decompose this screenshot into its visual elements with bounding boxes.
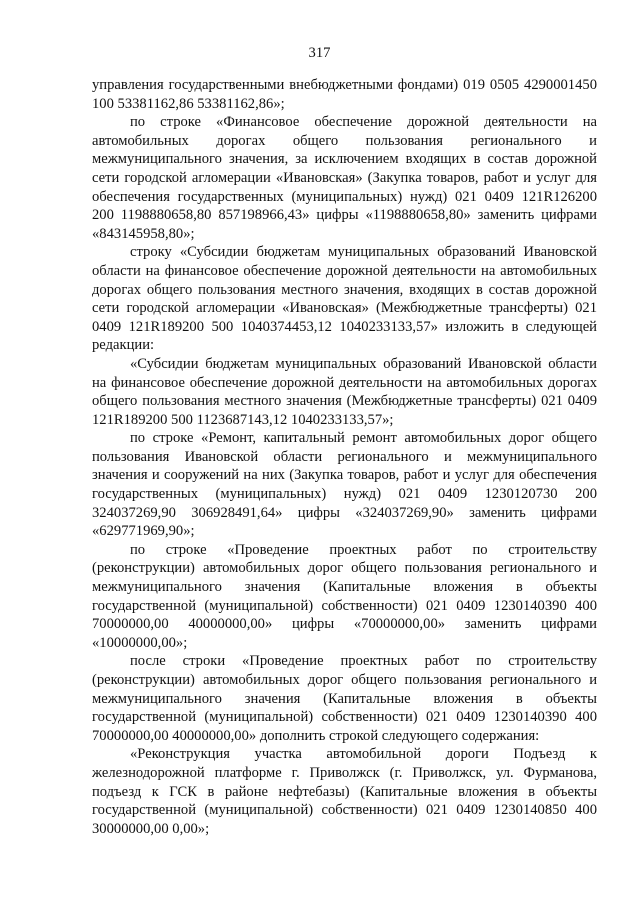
paragraph-amendment: «Субсидии бюджетам муниципальных образований Ивановской области на финансовое обеспечение дорожной деятельности на автомобильных дорогах общего пользования местного значения (Межбюджетные трансферты) 021 0409 121R189200 500 1123687143,12 1040233133,57»; bbox=[92, 355, 597, 428]
paragraph-amendment: по строке «Ремонт, капитальный ремонт автомобильных дорог общего пользования Ивановской области регионального и межмуниципального значения и сооружений на них (Закупка товаров, работ и услуг для обеспечения государственных (муниципальных) нужд) 021 0409 1230120730 200 324037269,90 306928491,64» цифры «324037269,90» заменить цифрами «629771969,90»; bbox=[92, 430, 597, 540]
paragraph-amendment: «Реконструкция участка автомобильной дороги Подъезд к железнодорожной платформе г. Приволжск (г. Приволжск, ул. Фурманова, подъезд к ГСК в районе нефтебазы) (Капитальные вложения в объекты государственной (муниципальной) собственности) 021 0409 1230140850 400 30000000,00 0,00»; bbox=[92, 746, 597, 837]
page-number: 317 bbox=[308, 45, 331, 61]
paragraph-amendment: по строке «Проведение проектных работ по строительству (реконструкции) автомобильных дорог общего пользования регионального и межмуниципального значения (Капитальные вложения в объекты государственной (муниципальной) собственности) 021 0409 1230140390 400 70000000,00 40000000,00» цифры «70000000,00» заменить цифрами «10000000,00»; bbox=[92, 541, 597, 651]
paragraph-amendment: после строки «Проведение проектных работ по строительству (реконструкции) автомобильных дорог общего пользования регионального и межмуниципального значения (Капитальные вложения в объекты государственной (муниципальной) собственности) 021 0409 1230140390 400 70000000,00 40000000,00» дополнить строкой следующего содержания: bbox=[92, 653, 597, 744]
paragraph-amendment: строку «Субсидии бюджетам муниципальных образований Ивановской области на финансовое обеспечение дорожной деятельности на автомобильных дорогах общего пользования местного значения, входящих в состав дорожной сети городской агломерации «Ивановская» (Межбюджетные трансферты) 021 0409 121R189200 500 1040374453,12 1040233133,57» изложить в следующей редакции: bbox=[92, 244, 597, 354]
document-body bbox=[92, 76, 597, 838]
paragraph-continuation: управления государственными внебюджетными фондами) 019 0505 4290001450 100 53381162,86 53381162,86»; bbox=[92, 77, 597, 112]
paragraph-amendment: по строке «Финансовое обеспечение дорожной деятельности на автомобильных дорогах общего пользования регионального и межмуниципального значения, за исключением входящих в состав дорожной сети городской агломерации «Ивановская» (Закупка товаров, работ и услуг для обеспечения государственных (муниципальных) нужд) 021 0409 121R126200 200 1198880658,80 857198966,43» цифры «1198880658,80» заменить цифрами «843145958,80»; bbox=[92, 114, 597, 242]
